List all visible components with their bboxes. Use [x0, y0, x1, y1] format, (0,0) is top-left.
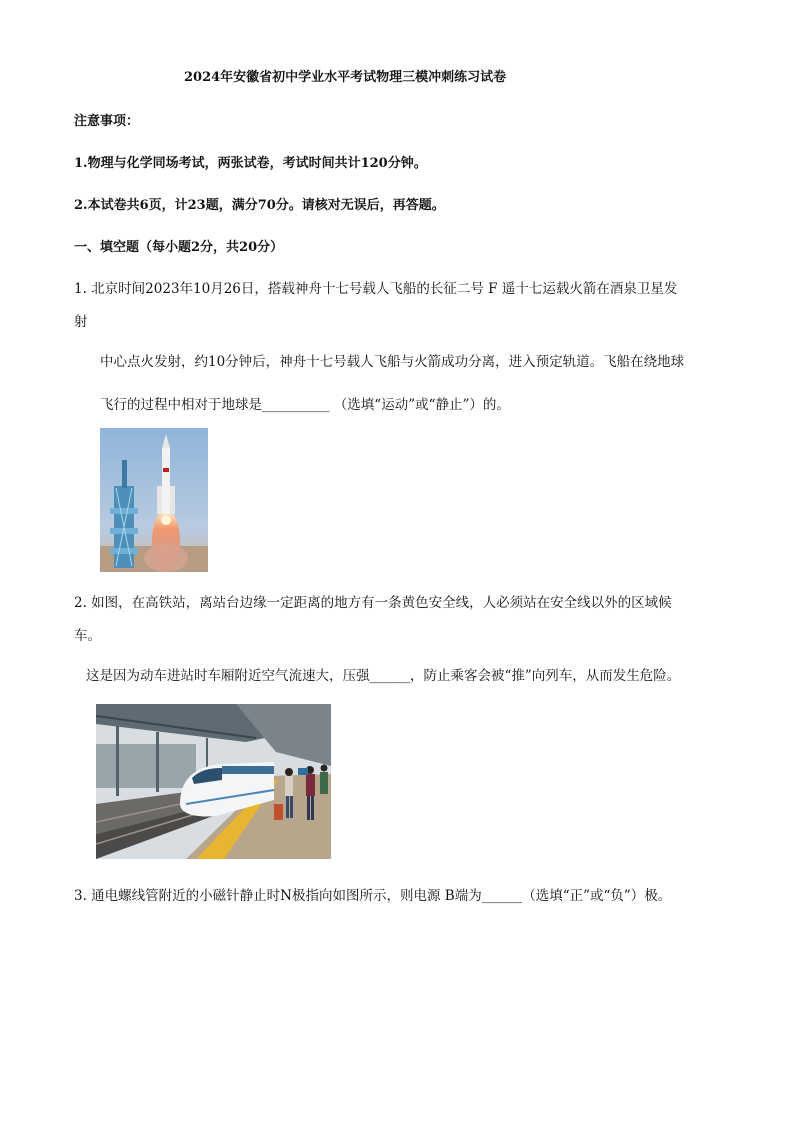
- question-3-line-1: 3. 通电螺线管附近的小磁针静止时N极指向如图所示，则电源 B端为______（选填“正”或“负”）极。: [74, 888, 672, 904]
- high-speed-train-platform-photo: [96, 704, 331, 859]
- question-2-line-1: 2. 如图，在高铁站，离站台边缘一定距离的地方有一条黄色安全线，人必须站在安全线以外的区域候: [74, 595, 672, 611]
- question-1-line-1: 1. 北京时间2023年10月26日，搭载神舟十七号载人飞船的长征二号 F 遥十七运载火箭在酒泉卫星发: [74, 281, 678, 297]
- note-item-1: 1.物理与化学同场考试，两张试卷，考试时间共计120分钟。: [74, 156, 427, 171]
- notes-heading: 注意事项：: [74, 114, 140, 129]
- question-1-line-2: 射: [74, 314, 88, 330]
- page-title: 2024年安徽省初中学业水平考试物理三模冲刺练习试卷: [184, 70, 507, 85]
- question-2-line-3: 这是因为动车进站时车厢附近空气流速大，压强______，防止乘客会被“推”向列车，从而发生危险。: [86, 668, 681, 684]
- question-2-line-2: 车。: [74, 628, 101, 644]
- question-1-line-4: 飞行的过程中相对于地球是__________ （选填“运动”或“静止”）的。: [100, 397, 510, 413]
- question-1-line-3: 中心点火发射，约10分钟后，神舟十七号载人飞船与火箭成功分离，进入预定轨道。飞船在绕地球: [100, 354, 685, 370]
- note-item-2: 2.本试卷共6页，计23题，满分70分。请核对无误后，再答题。: [74, 198, 445, 213]
- section-heading-fill-in: 一、填空题（每小题2分，共20分）: [74, 240, 284, 255]
- rocket-launch-photo: [100, 428, 208, 572]
